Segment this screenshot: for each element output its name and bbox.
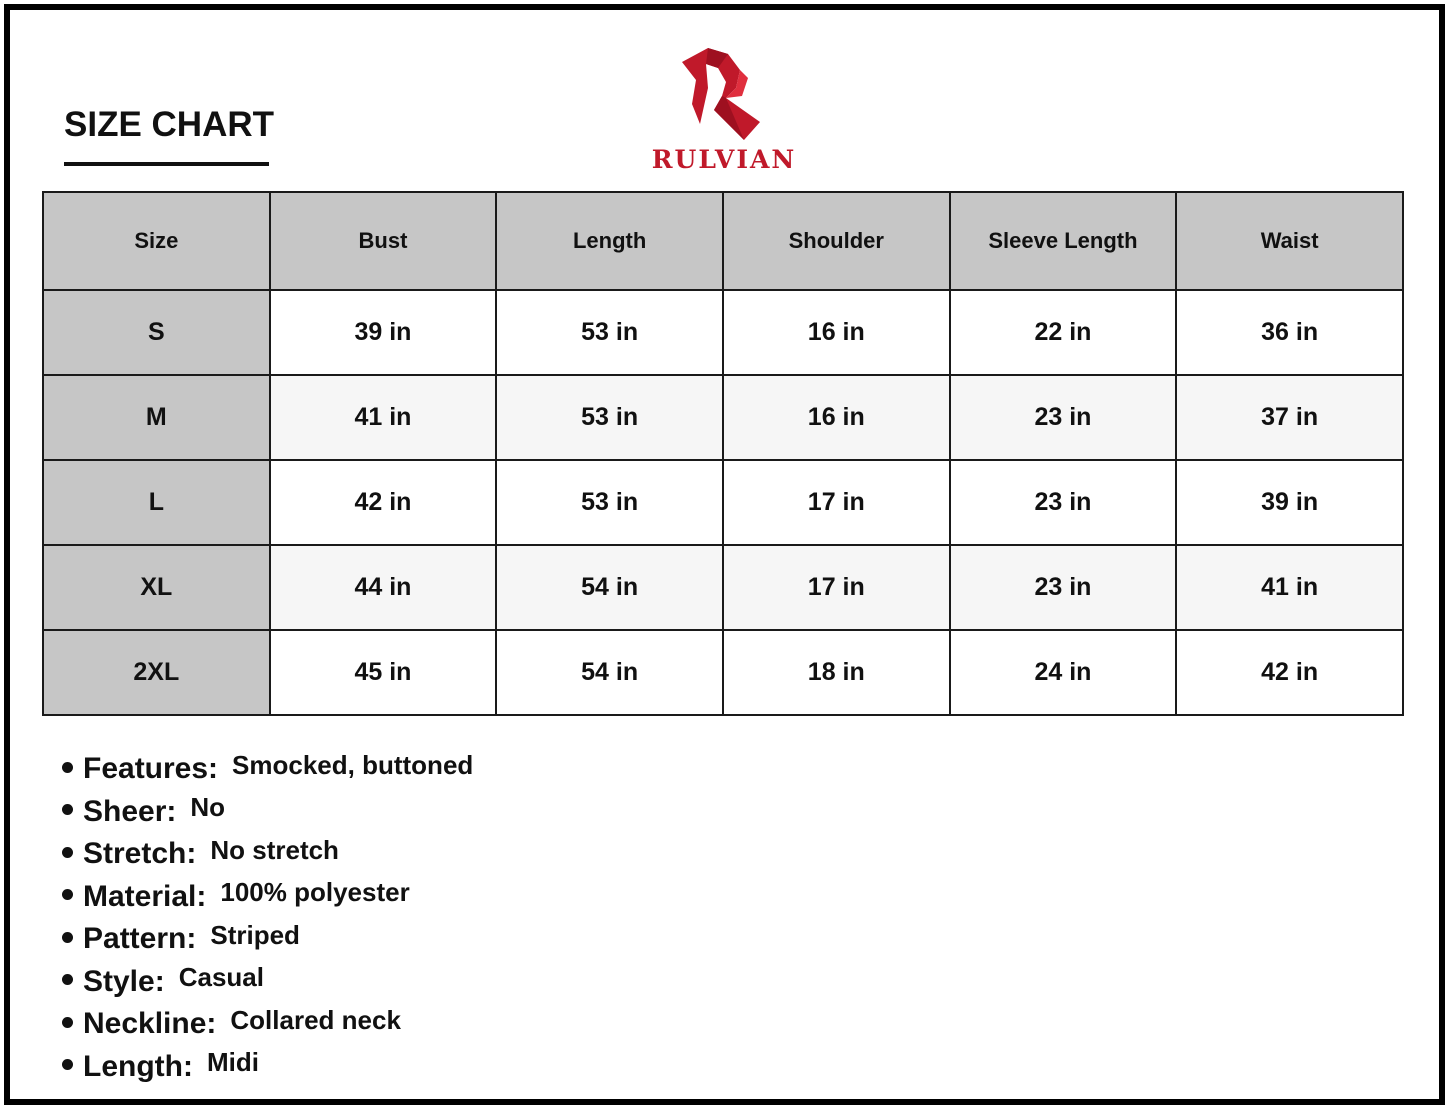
column-header: Shoulder <box>723 192 950 290</box>
table-cell: 41 in <box>270 375 497 460</box>
bullet-icon <box>62 1059 73 1070</box>
table-cell: 23 in <box>950 545 1177 630</box>
table-cell: 54 in <box>496 545 723 630</box>
bullet-icon <box>62 889 73 900</box>
feature-value: Smocked, buttoned <box>232 749 474 780</box>
table-cell: 45 in <box>270 630 497 715</box>
column-header: Sleeve Length <box>950 192 1177 290</box>
size-cell: L <box>43 460 270 545</box>
list-item <box>62 918 473 961</box>
table-row <box>43 630 1403 715</box>
bullet-icon <box>62 762 73 773</box>
list-item <box>62 961 473 1004</box>
column-header: Waist <box>1176 192 1403 290</box>
table-cell: 37 in <box>1176 375 1403 460</box>
table-cell: 23 in <box>950 460 1177 545</box>
column-header: Size <box>43 192 270 290</box>
table-cell: 54 in <box>496 630 723 715</box>
feature-label: Style: <box>83 964 165 998</box>
table-cell: 39 in <box>270 290 497 375</box>
bullet-icon <box>62 1017 73 1028</box>
size-cell: 2XL <box>43 630 270 715</box>
bullet-icon <box>62 804 73 815</box>
feature-label: Material: <box>83 879 207 913</box>
size-table <box>42 191 1404 716</box>
table-cell: 23 in <box>950 375 1177 460</box>
feature-value: Casual <box>178 962 264 993</box>
table-cell: 53 in <box>496 460 723 545</box>
title-underline <box>64 162 269 166</box>
feature-label: Pattern: <box>83 922 197 956</box>
feature-value: No stretch <box>210 834 339 865</box>
table-row <box>43 545 1403 630</box>
bullet-icon <box>62 974 73 985</box>
column-header: Length <box>496 192 723 290</box>
feature-label: Sheer: <box>83 794 177 828</box>
feature-label: Neckline: <box>83 1007 217 1041</box>
bullet-icon <box>62 932 73 943</box>
column-header: Bust <box>270 192 497 290</box>
table-cell: 39 in <box>1176 460 1403 545</box>
feature-list <box>62 748 473 1088</box>
table-row <box>43 460 1403 545</box>
table-cell: 16 in <box>723 375 950 460</box>
table-cell: 18 in <box>723 630 950 715</box>
list-item <box>62 791 473 834</box>
table-cell: 36 in <box>1176 290 1403 375</box>
feature-value: Midi <box>206 1047 259 1078</box>
brand-name: RULVIAN <box>651 145 797 174</box>
feature-value: 100% polyester <box>220 877 410 908</box>
table-cell: 53 in <box>496 375 723 460</box>
feature-value: Collared neck <box>230 1004 401 1035</box>
bullet-icon <box>62 847 73 858</box>
table-cell: 44 in <box>270 545 497 630</box>
table-header-row <box>43 192 1403 290</box>
list-item <box>62 748 473 791</box>
table-cell: 41 in <box>1176 545 1403 630</box>
feature-value: No <box>190 792 226 823</box>
feature-value: Striped <box>210 919 300 950</box>
table-cell: 42 in <box>1176 630 1403 715</box>
table-cell: 16 in <box>723 290 950 375</box>
list-item <box>62 833 473 876</box>
table-cell: 42 in <box>270 460 497 545</box>
stylized-r-logo-icon <box>678 44 770 142</box>
table-cell: 24 in <box>950 630 1177 715</box>
table-cell: 22 in <box>950 290 1177 375</box>
size-cell: XL <box>43 545 270 630</box>
list-item <box>62 1046 473 1089</box>
list-item <box>62 876 473 919</box>
feature-label: Features: <box>83 752 219 786</box>
size-cell: S <box>43 290 270 375</box>
table-cell: 53 in <box>496 290 723 375</box>
list-item <box>62 1003 473 1046</box>
size-cell: M <box>43 375 270 460</box>
table-cell: 17 in <box>723 545 950 630</box>
page-title: SIZE CHART <box>64 105 274 144</box>
feature-label: Stretch: <box>83 837 197 871</box>
table-row <box>43 375 1403 460</box>
brand-logo <box>640 44 810 176</box>
table-cell: 17 in <box>723 460 950 545</box>
table-row <box>43 290 1403 375</box>
feature-label: Length: <box>83 1049 193 1083</box>
